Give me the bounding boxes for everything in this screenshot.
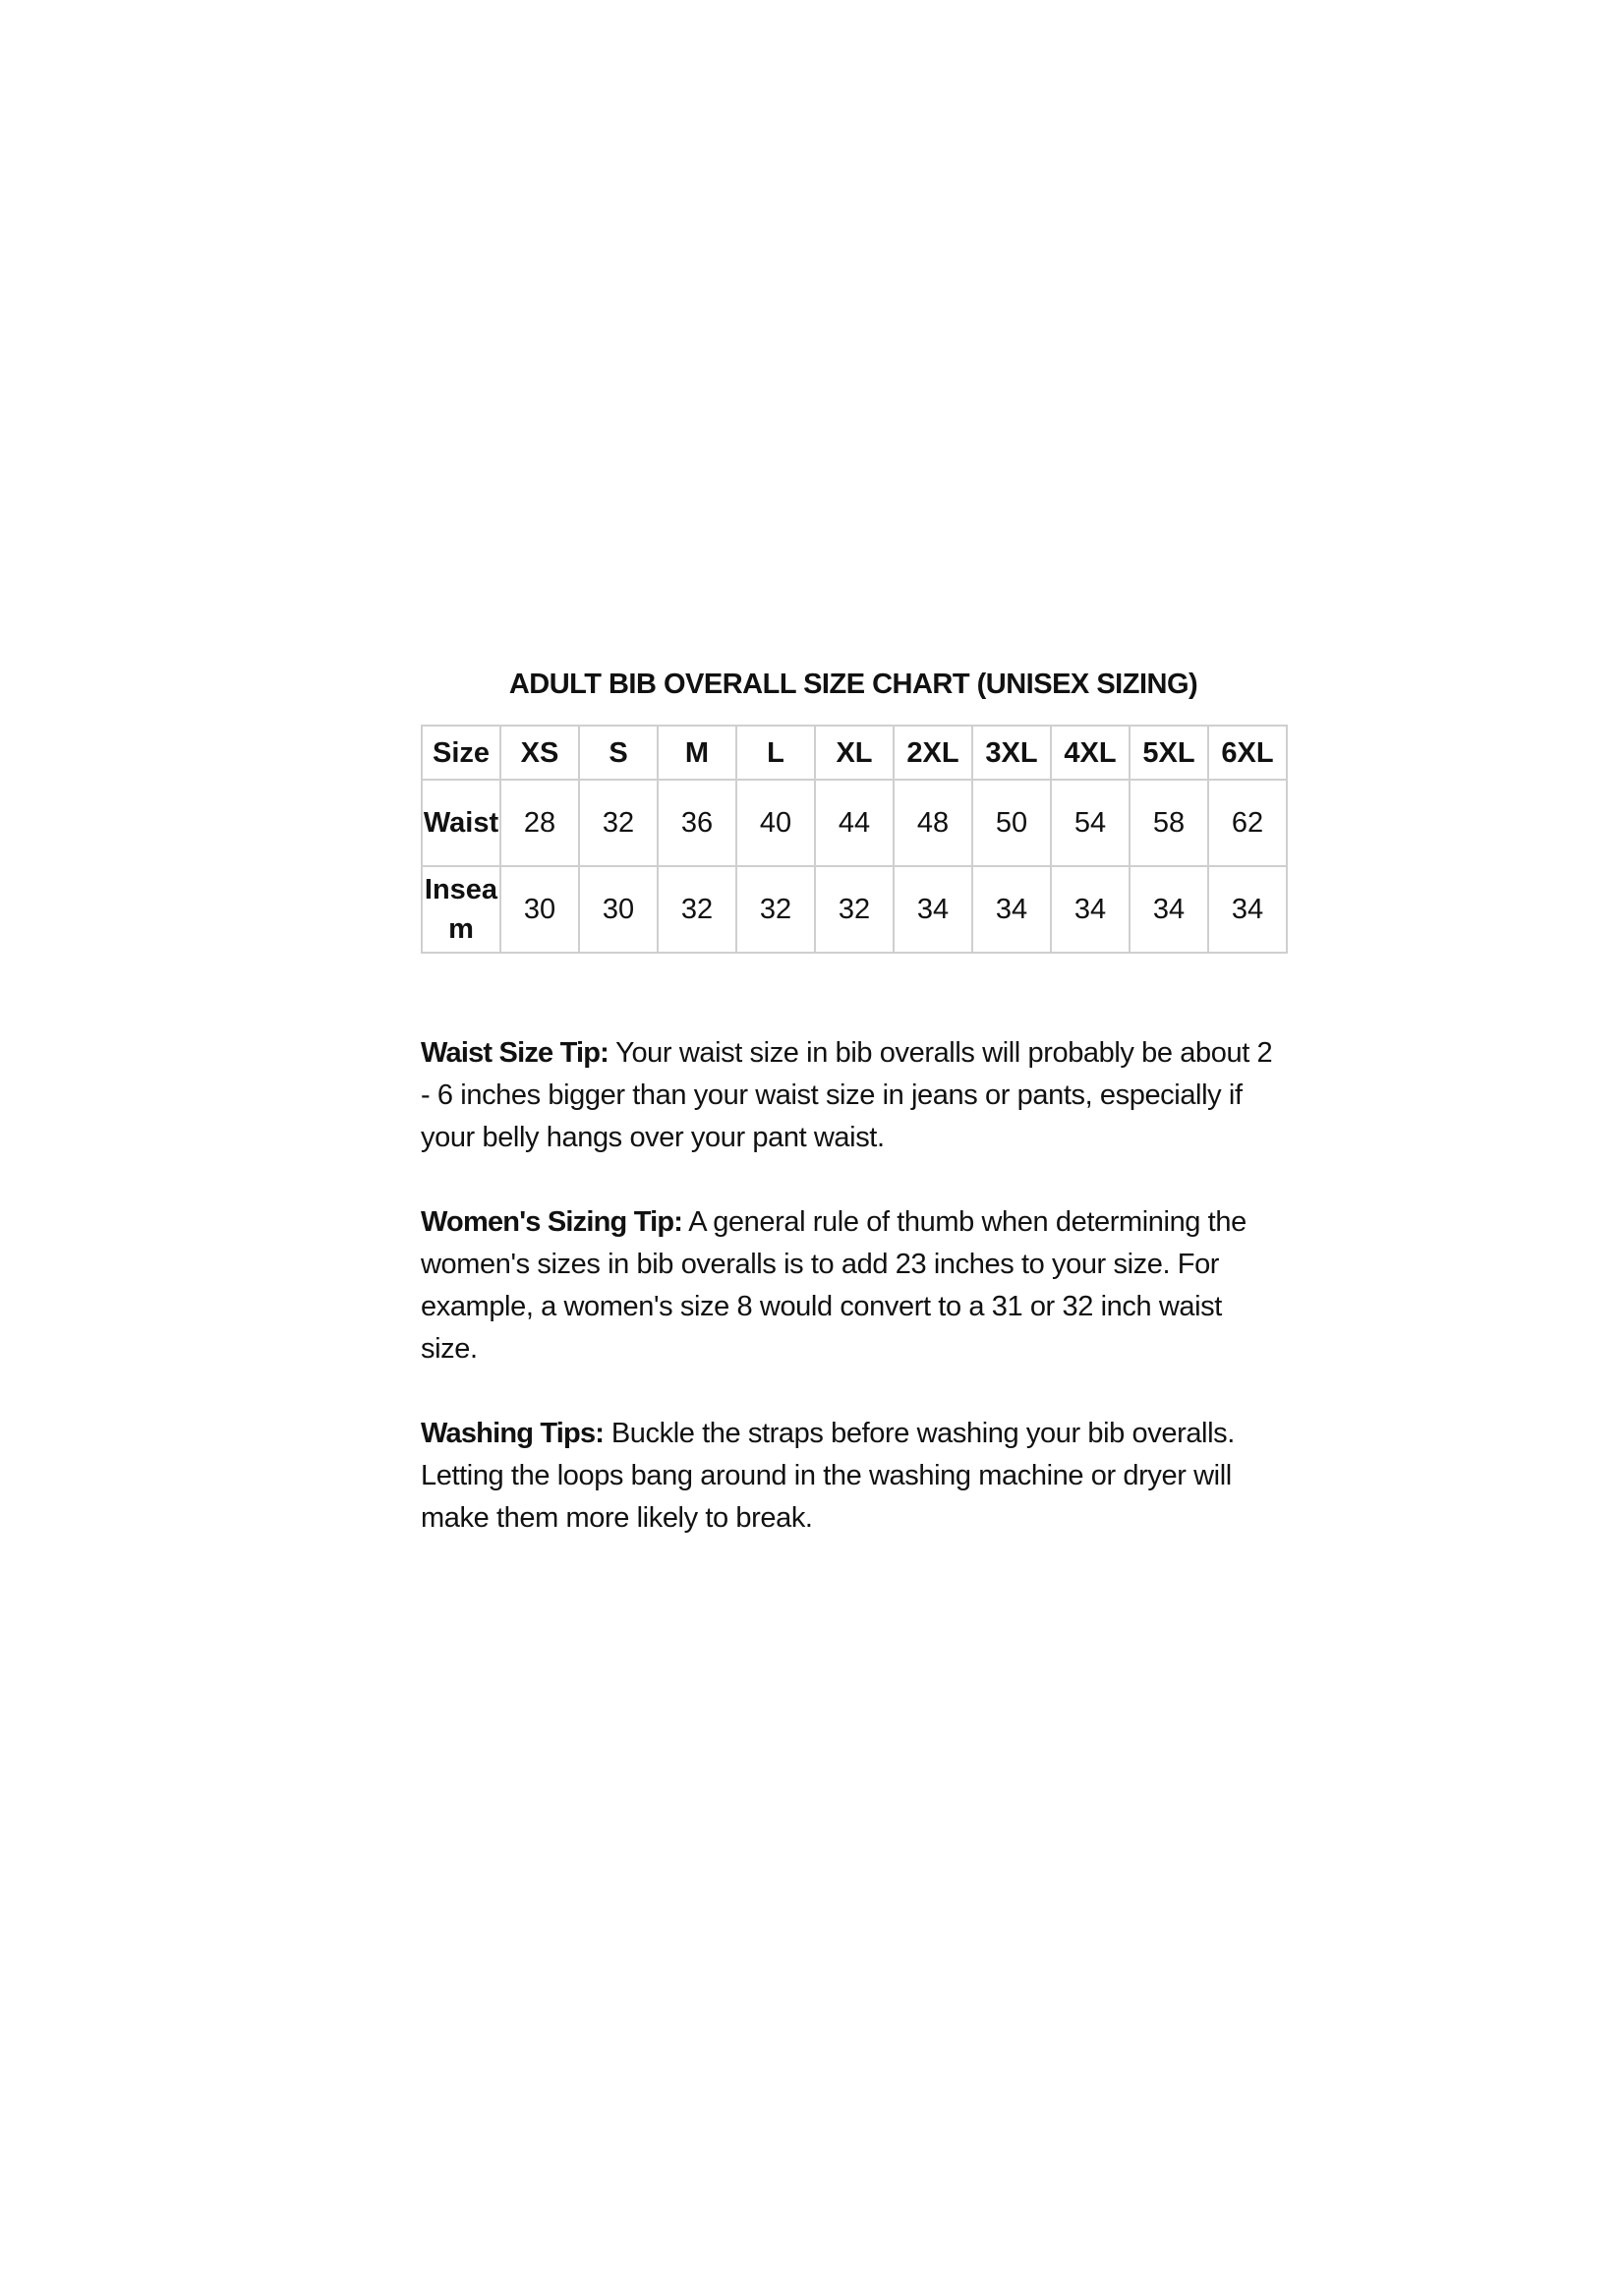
table-cell: 34	[894, 866, 972, 953]
table-cell: 32	[579, 780, 658, 866]
table-row-waist	[422, 780, 1287, 866]
tip-text: Your waist size in bib overalls will probably be about 2 - 6 inches bigger than your waist size in jeans or pants, especially if your belly hangs over your pant waist.	[421, 1037, 1273, 1153]
size-header-cell: 6XL	[1208, 726, 1287, 780]
waist-size-tip	[421, 1032, 1286, 1159]
size-header-cell: 2XL	[894, 726, 972, 780]
tip-heading: Women's Sizing Tip:	[421, 1206, 683, 1238]
size-chart-title: ADULT BIB OVERALL SIZE CHART (UNISEX SIZING)	[508, 669, 1198, 700]
size-header-cell: M	[658, 726, 736, 780]
table-cell: 34	[1208, 866, 1287, 953]
table-cell: 44	[815, 780, 894, 866]
size-header-cell: 3XL	[972, 726, 1051, 780]
table-cell: 40	[736, 780, 815, 866]
size-header-cell: 5XL	[1130, 726, 1208, 780]
tip-heading: Washing Tips:	[421, 1418, 605, 1449]
size-header-cell: XL	[815, 726, 894, 780]
table-cell: 30	[500, 866, 579, 953]
table-cell: 58	[1130, 780, 1208, 866]
table-cell: 28	[500, 780, 579, 866]
table-cell: 32	[815, 866, 894, 953]
womens-sizing-tip	[421, 1201, 1286, 1370]
table-cell: 34	[1130, 866, 1208, 953]
table-cell: 30	[579, 866, 658, 953]
size-header-cell: S	[579, 726, 658, 780]
table-cell: 32	[736, 866, 815, 953]
table-cell: 32	[658, 866, 736, 953]
table-row-inseam	[422, 866, 1287, 953]
table-cell: 36	[658, 780, 736, 866]
size-header-cell: L	[736, 726, 815, 780]
table-cell: 54	[1051, 780, 1130, 866]
tip-text: Buckle the straps before washing your bib overalls. Letting the loops bang around in the washing machine or dryer will make them more likely to break.	[421, 1418, 1235, 1534]
size-chart-table	[421, 725, 1288, 954]
tip-heading: Waist Size Tip:	[421, 1037, 609, 1069]
size-header-cell: 4XL	[1051, 726, 1130, 780]
row-label-inseam: Inseam	[422, 866, 500, 953]
table-cell: 50	[972, 780, 1051, 866]
table-cell: 34	[1051, 866, 1130, 953]
row-label-waist: Waist	[422, 780, 500, 866]
tip-text: A general rule of thumb when determining the women's sizes in bib overalls is to add 23 inches to your size. For example, a women's size 8 would convert to a 31 or 32 inch waist size.	[421, 1206, 1247, 1365]
tips-section	[421, 1032, 1286, 1582]
washing-tips	[421, 1413, 1286, 1540]
table-cell: 34	[972, 866, 1051, 953]
table-header-label: Size	[422, 726, 500, 780]
size-header-cell: XS	[500, 726, 579, 780]
table-cell: 62	[1208, 780, 1287, 866]
table-cell: 48	[894, 780, 972, 866]
table-header-row	[422, 726, 1287, 780]
